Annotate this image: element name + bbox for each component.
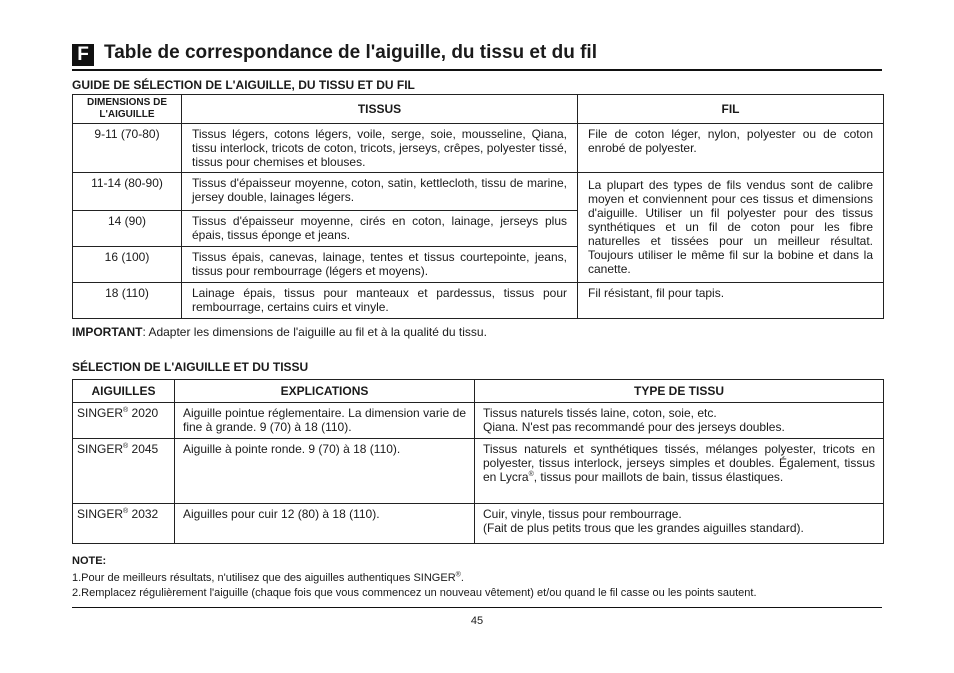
needle-model: SINGER® 2020: [73, 403, 175, 439]
table-row: [73, 283, 884, 319]
page-title: Table de correspondance de l'aiguille, du tissu et du fil: [104, 42, 597, 63]
important-text: : Adapter les dimensions de l'aiguille au fil et à la qualité du tissu.: [142, 325, 487, 339]
needle-explanation: Aiguille à pointe ronde. 9 (70) à 18 (110).: [175, 439, 475, 504]
table-row: [73, 504, 884, 544]
needle-size: 16 (100): [73, 247, 182, 283]
needle-explanation: Aiguilles pour cuir 12 (80) à 18 (110).: [175, 504, 475, 544]
fabric-description: Tissus d'épaisseur moyenne, coton, satin, kettlecloth, tissu de marine, jersey double, lainages légers.: [182, 173, 578, 211]
guide-section-title: GUIDE DE SÉLECTION DE L'AIGUILLE, DU TISSU ET DU FIL: [72, 78, 415, 92]
col-header-explications: EXPLICATIONS: [175, 380, 475, 403]
table-row: [73, 124, 884, 173]
fabric-type: Cuir, vinyle, tissus pour rembourrage. (Fait de plus petits trous que les grandes aiguilles standard).: [475, 504, 884, 544]
thread-description: File de coton léger, nylon, polyester ou de coton enrobé de polyester.: [578, 124, 884, 173]
important-label: IMPORTANT: [72, 325, 143, 339]
col-header-tissus: TISSUS: [182, 95, 578, 124]
needle-size: 9-11 (70-80): [73, 124, 182, 173]
fabric-type: Tissus naturels et synthétiques tissés, mélanges polyester, tricots en polyester, tissus interlock, jerseys simples et doubles. Également, tissus en Lycra®, tissus pour maillots de bain, tissus élastiques.: [475, 439, 884, 504]
needle-explanation: Aiguille pointue réglementaire. La dimension varie de fine à grande. 9 (70) à 18 (110).: [175, 403, 475, 439]
selection-section-title: SÉLECTION DE L'AIGUILLE ET DU TISSU: [72, 360, 309, 374]
important-note: [72, 325, 487, 339]
fabric-description: Tissus épais, canevas, lainage, tentes et tissus courtepointe, jeans, tissus pour rembourrage (légers et moyens).: [182, 247, 578, 283]
selection-header-row: [73, 380, 884, 403]
thread-description: La plupart des types de fils vendus sont de calibre moyen et conviennent pour ces tissus et dimensions d'aiguille. Utiliser un fil polyester pour des tissus synthétiques et un fil de coton pour les fibre naturelles et tissées pour un meilleur résultat. Toujours utiliser le même fil sur la bobine et dans la canette.: [578, 173, 884, 283]
guide-header-row: [73, 95, 884, 124]
needle-size: 14 (90): [73, 211, 182, 247]
thread-description: Fil résistant, fil pour tapis.: [578, 283, 884, 319]
needle-model: SINGER® 2045: [73, 439, 175, 504]
section-badge: F: [72, 44, 94, 66]
footer-rule: [72, 607, 882, 608]
fabric-description: Tissus légers, cotons légers, voile, serge, soie, mousseline, Qiana, tissu interlock, tricots de coton, tricots, jerseys, crêpes, polyester tissé, tissus pour chemises et blouses.: [182, 124, 578, 173]
needle-size: 11-14 (80-90): [73, 173, 182, 211]
col-header-dimensions: DIMENSIONS DE L'AIGUILLE: [73, 95, 182, 124]
col-header-aiguilles: AIGUILLES: [73, 380, 175, 403]
note-line-1: 1.Pour de meilleurs résultats, n'utilisez que des aiguilles authentiques SINGER®.: [72, 571, 464, 584]
table-row: [73, 439, 884, 504]
note-line-2: 2.Remplacez régulièrement l'aiguille (chaque fois que vous commencez un nouveau vêtement) et/ou quand le fil casse ou les points sautent.: [72, 587, 757, 599]
fabric-type: Tissus naturels tissés laine, coton, soie, etc. Qiana. N'est pas recommandé pour des jerseys doubles.: [475, 403, 884, 439]
table-row: [73, 173, 884, 211]
fabric-description: Tissus d'épaisseur moyenne, cirés en coton, lainage, jerseys plus épais, tissus éponge et jeans.: [182, 211, 578, 247]
needle-model: SINGER® 2032: [73, 504, 175, 544]
note-title: NOTE:: [72, 555, 107, 567]
page-header: [72, 40, 882, 70]
page-number: 45: [470, 615, 484, 627]
needle-size: 18 (110): [73, 283, 182, 319]
selection-table: [72, 379, 884, 544]
col-header-type: TYPE DE TISSU: [475, 380, 884, 403]
guide-table: [72, 94, 884, 319]
header-rule: [72, 69, 882, 71]
table-row: [73, 403, 884, 439]
col-header-fil: FIL: [578, 95, 884, 124]
fabric-description: Lainage épais, tissus pour manteaux et pardessus, tissus pour rembourrage, certains cuirs et vinyle.: [182, 283, 578, 319]
